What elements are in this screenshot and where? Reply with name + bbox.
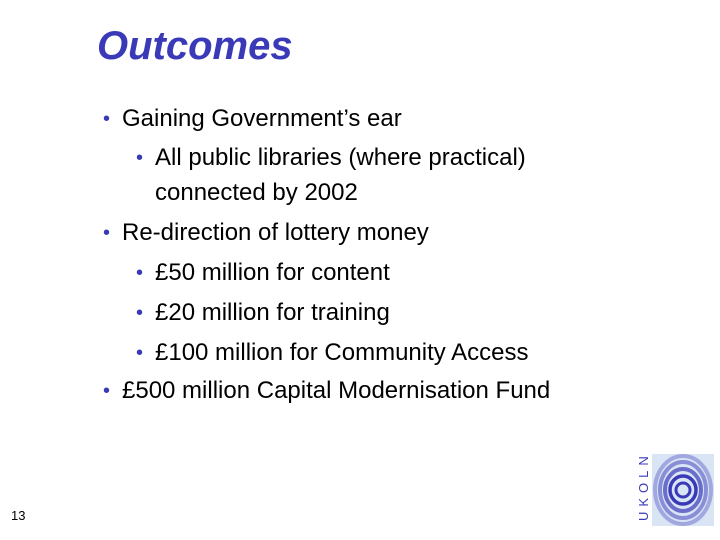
ukoln-logo xyxy=(636,446,716,526)
bullet-dot: • xyxy=(136,147,144,169)
bullet-text: £20 million for training xyxy=(155,299,390,326)
bullet-item xyxy=(103,376,551,406)
bullet-text: £50 million for content xyxy=(155,259,390,286)
bullet-text: £100 million for Community Access xyxy=(155,339,529,366)
bullet-dot: • xyxy=(103,380,111,402)
bullet-item xyxy=(103,104,402,134)
bullet-text: All public libraries (where practical) xyxy=(155,144,526,171)
bullet-item-continuation xyxy=(155,178,358,208)
bullet-dot: • xyxy=(136,342,144,364)
bullet-text: Re-direction of lottery money xyxy=(122,219,429,246)
bullet-item xyxy=(136,258,390,288)
slide-title: Outcomes xyxy=(97,24,293,68)
bullet-text: connected by 2002 xyxy=(155,179,358,206)
bullet-dot: • xyxy=(136,262,144,284)
bullet-dot: • xyxy=(136,302,144,324)
logo-text: UKOLN xyxy=(636,451,651,521)
bullet-item xyxy=(136,298,390,328)
bullet-text: Gaining Government’s ear xyxy=(122,105,402,132)
bullet-item xyxy=(136,143,526,173)
page-number: 13 xyxy=(11,508,26,523)
bullet-text: £500 million Capital Modernisation Fund xyxy=(122,377,551,404)
bullet-item xyxy=(136,338,529,368)
bullet-item xyxy=(103,218,429,248)
bullet-dot: • xyxy=(103,222,111,244)
bullet-dot: • xyxy=(103,108,111,130)
